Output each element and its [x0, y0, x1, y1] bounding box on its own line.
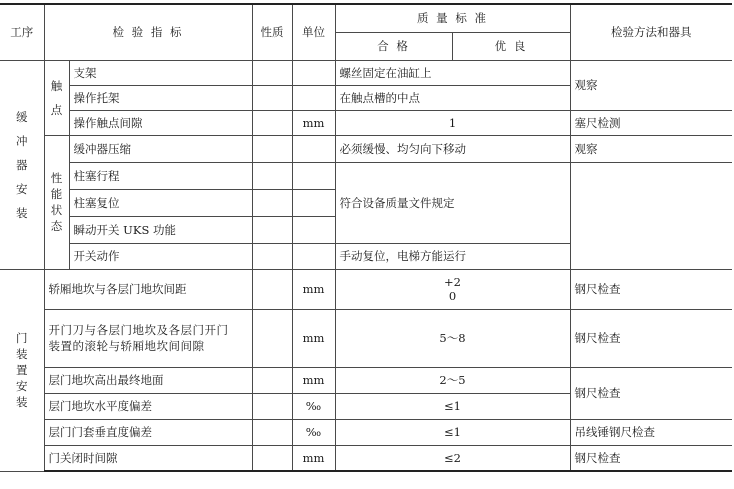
unit-cell	[292, 85, 335, 110]
table-row	[0, 309, 732, 367]
method-cell: 观察	[570, 135, 732, 162]
header-process: 工序	[0, 4, 44, 60]
standard-cell: +2 0	[335, 269, 570, 309]
nature-cell	[252, 419, 292, 445]
section-label-buffer	[0, 60, 44, 269]
method-cell: 钢尺检查	[570, 309, 732, 367]
group-label-performance-text: 性能状态	[50, 171, 63, 233]
nature-cell	[252, 309, 292, 367]
standard-cell: ≤1	[335, 393, 570, 419]
unit-cell: mm	[292, 309, 335, 367]
item-cell: 层门地坎高出最终地面	[44, 367, 252, 393]
item-cell: 轿厢地坎与各层门地坎间距	[44, 269, 252, 309]
item-cell: 柱塞行程	[69, 162, 252, 189]
group-label-contact-text: 触点	[50, 78, 63, 117]
item-cell: 瞬动开关 UKS 功能	[69, 216, 252, 243]
item-cell: 层门地坎水平度偏差	[44, 393, 252, 419]
header-quality-standard: 质 量 标 准	[335, 4, 570, 32]
standard-cell: 符合设备质量文件规定	[335, 162, 570, 243]
nature-cell	[252, 110, 292, 135]
item-cell: 开关动作	[69, 243, 252, 269]
unit-cell: mm	[292, 110, 335, 135]
nature-cell	[252, 162, 292, 189]
standard-cell: 手动复位，电梯方能运行	[335, 243, 570, 269]
header-qualified: 合 格	[335, 32, 452, 60]
method-cell: 吊线锤钢尺检查	[570, 419, 732, 445]
standard-cell: ≤2	[335, 445, 570, 471]
table-row	[0, 269, 732, 309]
item-cell: 支架	[69, 60, 252, 85]
item-cell: 缓冲器压缩	[69, 135, 252, 162]
group-label-performance	[44, 135, 69, 269]
item-cell: 操作触点间隙	[69, 110, 252, 135]
table-row	[0, 110, 732, 135]
nature-cell	[252, 135, 292, 162]
standard-cell: 2～5	[335, 367, 570, 393]
standard-cell: 5～8	[335, 309, 570, 367]
unit-cell	[292, 60, 335, 85]
header-nature: 性质	[252, 4, 292, 60]
method-cell: 钢尺检查	[570, 367, 732, 419]
nature-cell	[252, 393, 292, 419]
inspection-standard-table	[0, 3, 732, 472]
standard-cell: 必须缓慢、均匀向下移动	[335, 135, 570, 162]
method-cell	[570, 162, 732, 269]
standard-cell: ≤1	[335, 419, 570, 445]
nature-cell	[252, 189, 292, 216]
nature-cell	[252, 216, 292, 243]
table-row	[0, 445, 732, 471]
nature-cell	[252, 269, 292, 309]
item-cell: 开门刀与各层门地坎及各层门开门装置的滚轮与轿厢地坎间间隙	[44, 309, 252, 367]
unit-cell: ‰	[292, 393, 335, 419]
method-cell: 钢尺检查	[570, 445, 732, 471]
item-cell: 层门门套垂直度偏差	[44, 419, 252, 445]
unit-cell	[292, 135, 335, 162]
unit-cell: mm	[292, 445, 335, 471]
section-label-buffer-text: 缓冲器安装	[16, 109, 28, 220]
standard-cell: 1	[335, 110, 570, 135]
method-cell: 钢尺检查	[570, 269, 732, 309]
table-header-row	[0, 4, 732, 32]
section-label-door	[0, 269, 44, 471]
unit-cell: mm	[292, 367, 335, 393]
table-row	[0, 419, 732, 445]
unit-cell	[292, 216, 335, 243]
section-label-door-text: 门装置安装	[16, 331, 28, 409]
table-row	[0, 367, 732, 393]
unit-cell	[292, 162, 335, 189]
nature-cell	[252, 243, 292, 269]
item-cell: 门关闭时间隙	[44, 445, 252, 471]
group-label-contact	[44, 60, 69, 135]
method-cell: 观察	[570, 60, 732, 110]
header-method: 检验方法和器具	[570, 4, 732, 60]
unit-cell: mm	[292, 269, 335, 309]
unit-cell	[292, 189, 335, 216]
table-row	[0, 162, 732, 189]
standard-cell: 螺丝固定在油缸上	[335, 60, 570, 85]
nature-cell	[252, 367, 292, 393]
nature-cell	[252, 60, 292, 85]
standard-cell: 在触点槽的中点	[335, 85, 570, 110]
header-excellent: 优 良	[452, 32, 570, 60]
nature-cell	[252, 85, 292, 110]
nature-cell	[252, 445, 292, 471]
unit-cell: ‰	[292, 419, 335, 445]
header-inspection-item: 检 验 指 标	[44, 4, 252, 60]
header-unit: 单位	[292, 4, 335, 60]
unit-cell	[292, 243, 335, 269]
table-row	[0, 60, 732, 85]
item-cell: 操作托架	[69, 85, 252, 110]
table-row	[0, 135, 732, 162]
method-cell: 塞尺检测	[570, 110, 732, 135]
item-cell: 柱塞复位	[69, 189, 252, 216]
